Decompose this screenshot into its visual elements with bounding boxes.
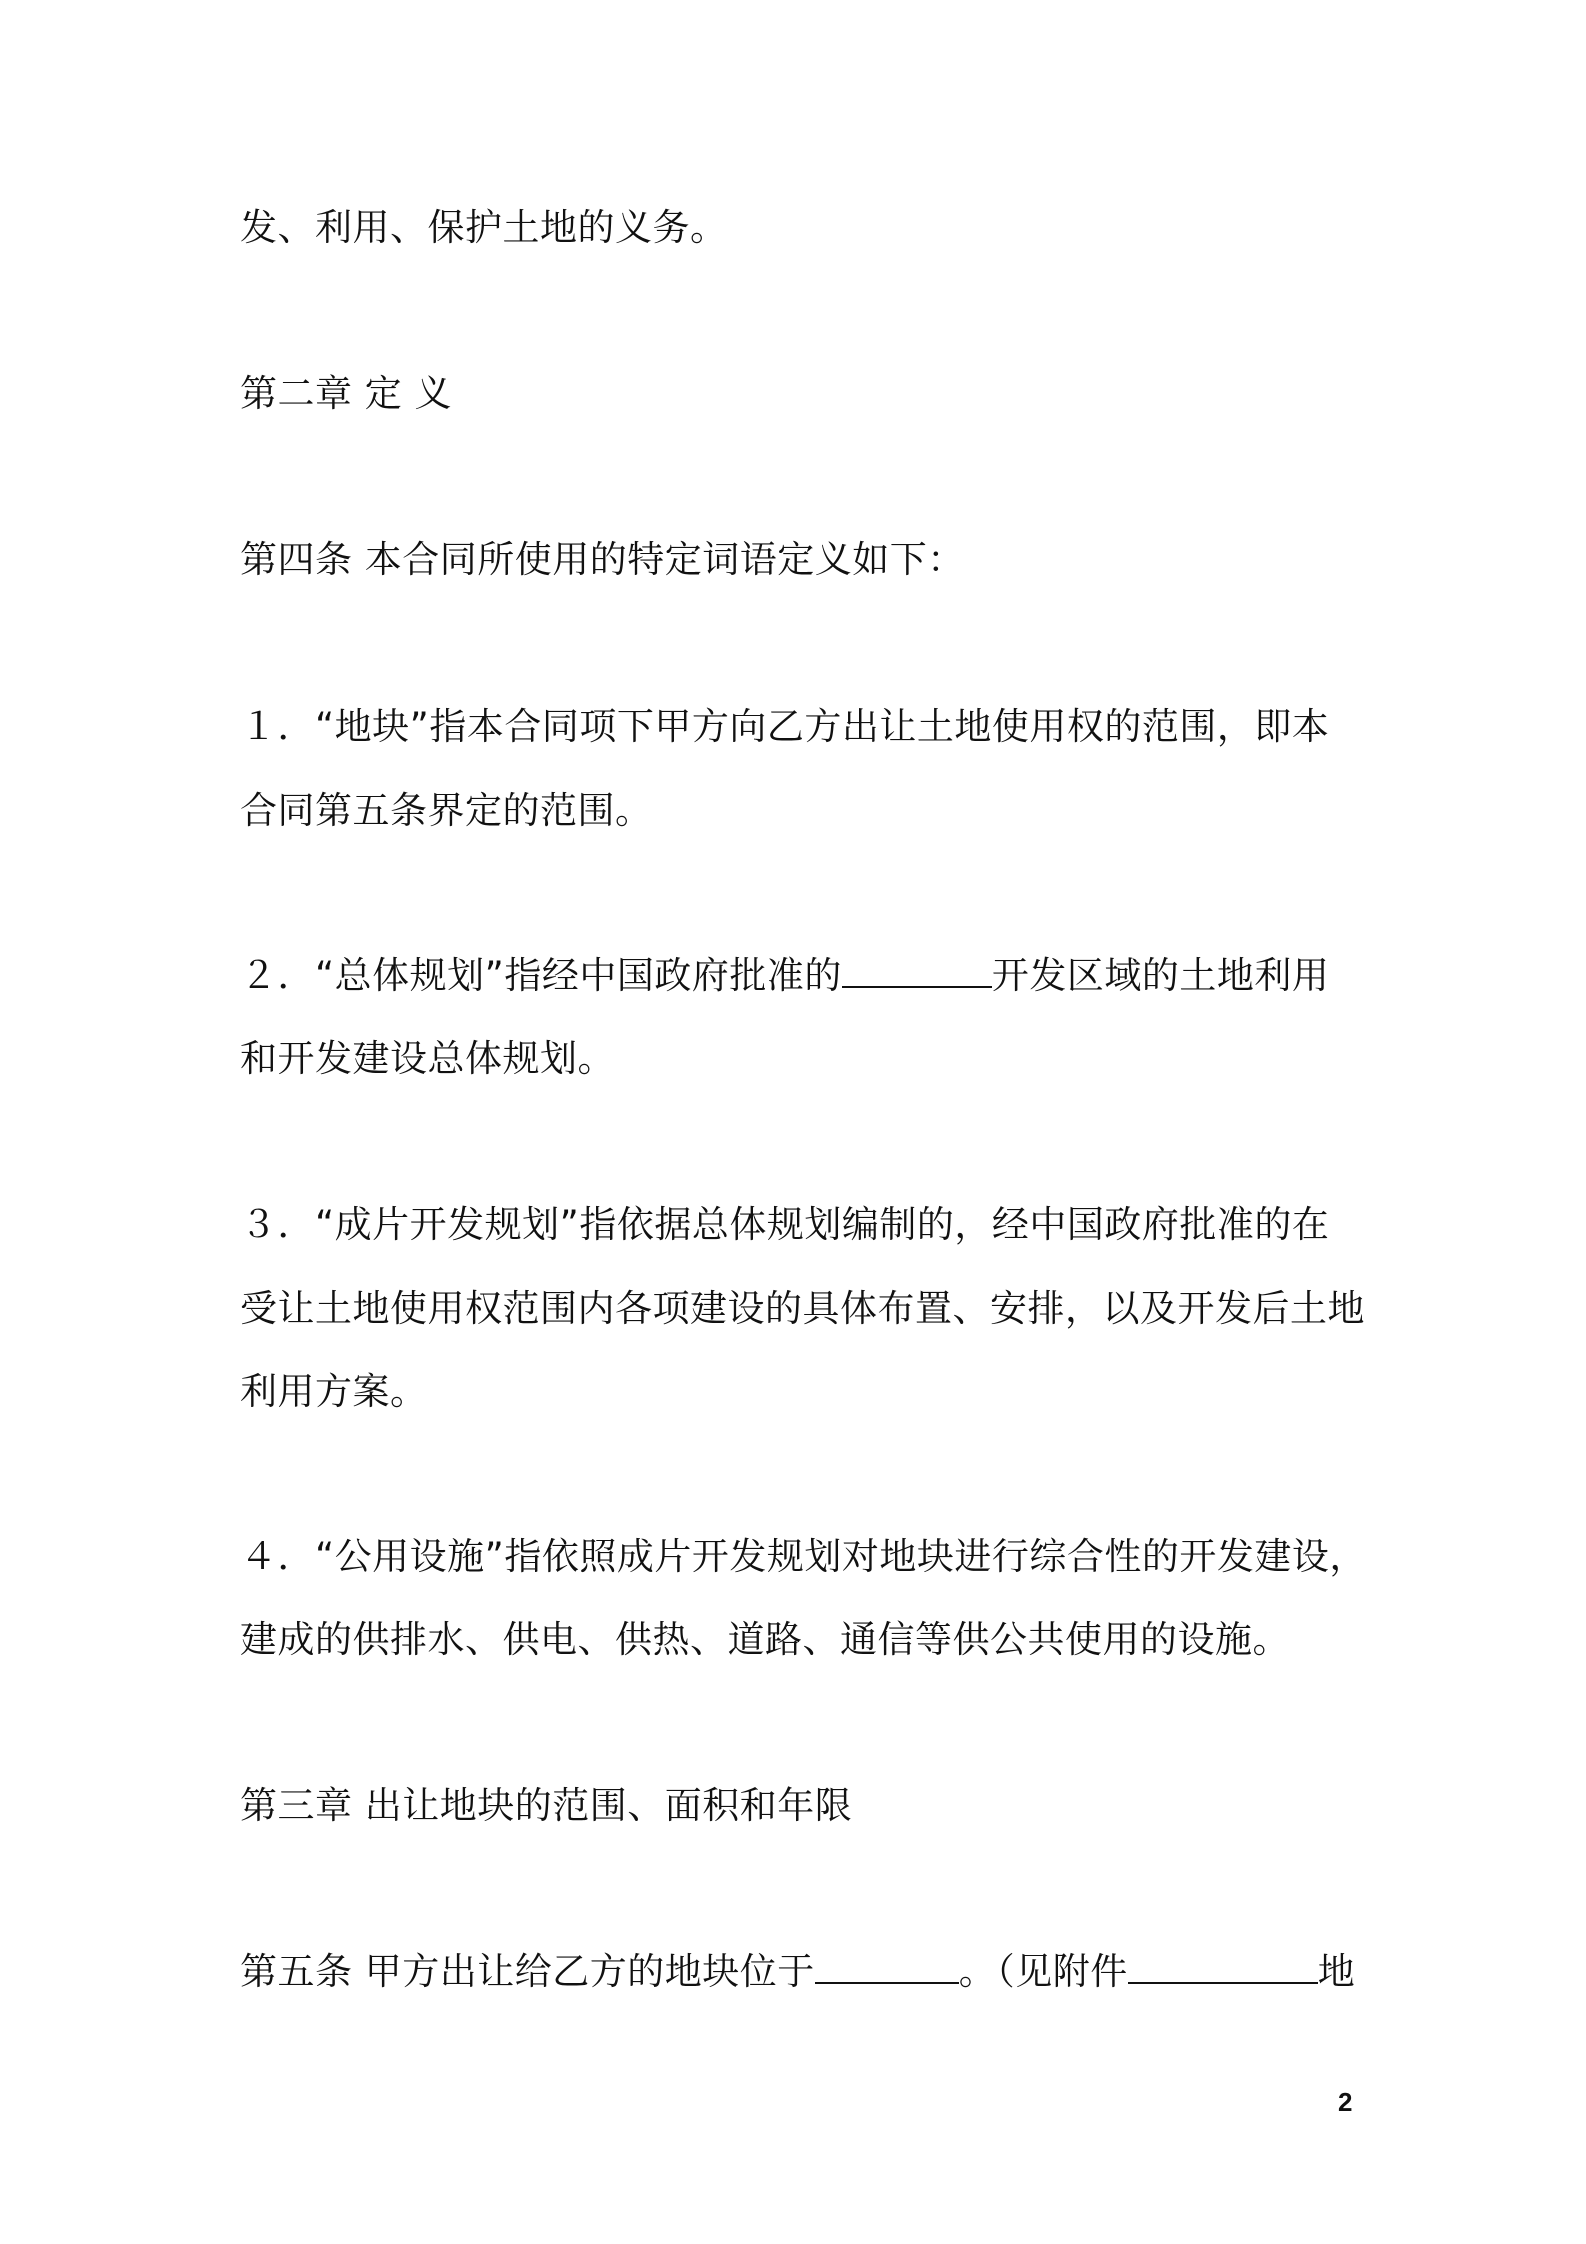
fill-in-blank bbox=[842, 956, 992, 988]
text-segment: 建成的供排水、供电、供热、道路、通信等供公共使用的设施。 bbox=[240, 1618, 1290, 1661]
body-text-line bbox=[240, 705, 1360, 749]
body-text-line bbox=[240, 1370, 1360, 1414]
text-segment: 发、利用、保护土地的义务。 bbox=[240, 206, 728, 249]
body-text-line bbox=[240, 1203, 1360, 1247]
chapter-heading bbox=[240, 1784, 1360, 1828]
text-segment: 第三章 出让地块的范围、面积和年限 bbox=[240, 1784, 853, 1827]
body-text-line bbox=[240, 1037, 1360, 1081]
fill-in-blank bbox=[1128, 1952, 1318, 1984]
text-segment: ２．“总体规划”指经中国政府批准的 bbox=[240, 954, 842, 997]
text-segment: 受让土地使用权范围内各项建设的具体布置、安排，以及开发后土地 bbox=[240, 1287, 1365, 1330]
text-segment: ３．“成片开发规划”指依据总体规划编制的，经中国政府批准的在 bbox=[240, 1203, 1330, 1246]
text-segment: １．“地块”指本合同项下甲方向乙方出让土地使用权的范围，即本 bbox=[240, 705, 1330, 748]
article-heading bbox=[240, 538, 1360, 582]
text-segment: 利用方案。 bbox=[240, 1370, 428, 1413]
text-segment: 。（见附件 bbox=[958, 1950, 1128, 1993]
body-text-line bbox=[240, 1618, 1360, 1662]
text-segment: 第四条 本合同所使用的特定词语定义如下： bbox=[240, 538, 965, 581]
text-segment: 和开发建设总体规划。 bbox=[240, 1037, 615, 1080]
text-segment: 开发区域的土地利用 bbox=[991, 954, 1330, 997]
article-heading bbox=[240, 1950, 1360, 1994]
body-text-line bbox=[240, 206, 1360, 250]
body-text-line bbox=[240, 1287, 1365, 1331]
text-segment: ４．“公用设施”指依照成片开发规划对地块进行综合性的开发建设， bbox=[240, 1535, 1367, 1578]
fill-in-blank bbox=[815, 1952, 959, 1984]
text-segment: 地 bbox=[1317, 1950, 1356, 1993]
text-segment: 第五条 甲方出让给乙方的地块位于 bbox=[240, 1950, 815, 1993]
text-segment: 合同第五条界定的范围。 bbox=[240, 789, 653, 832]
text-segment: 第二章 定 义 bbox=[240, 372, 453, 415]
page-number: 2 bbox=[1338, 2087, 1353, 2117]
body-text-line bbox=[240, 1535, 1367, 1579]
body-text-line bbox=[240, 789, 1360, 833]
body-text-line bbox=[240, 954, 1360, 998]
chapter-heading bbox=[240, 372, 1360, 416]
